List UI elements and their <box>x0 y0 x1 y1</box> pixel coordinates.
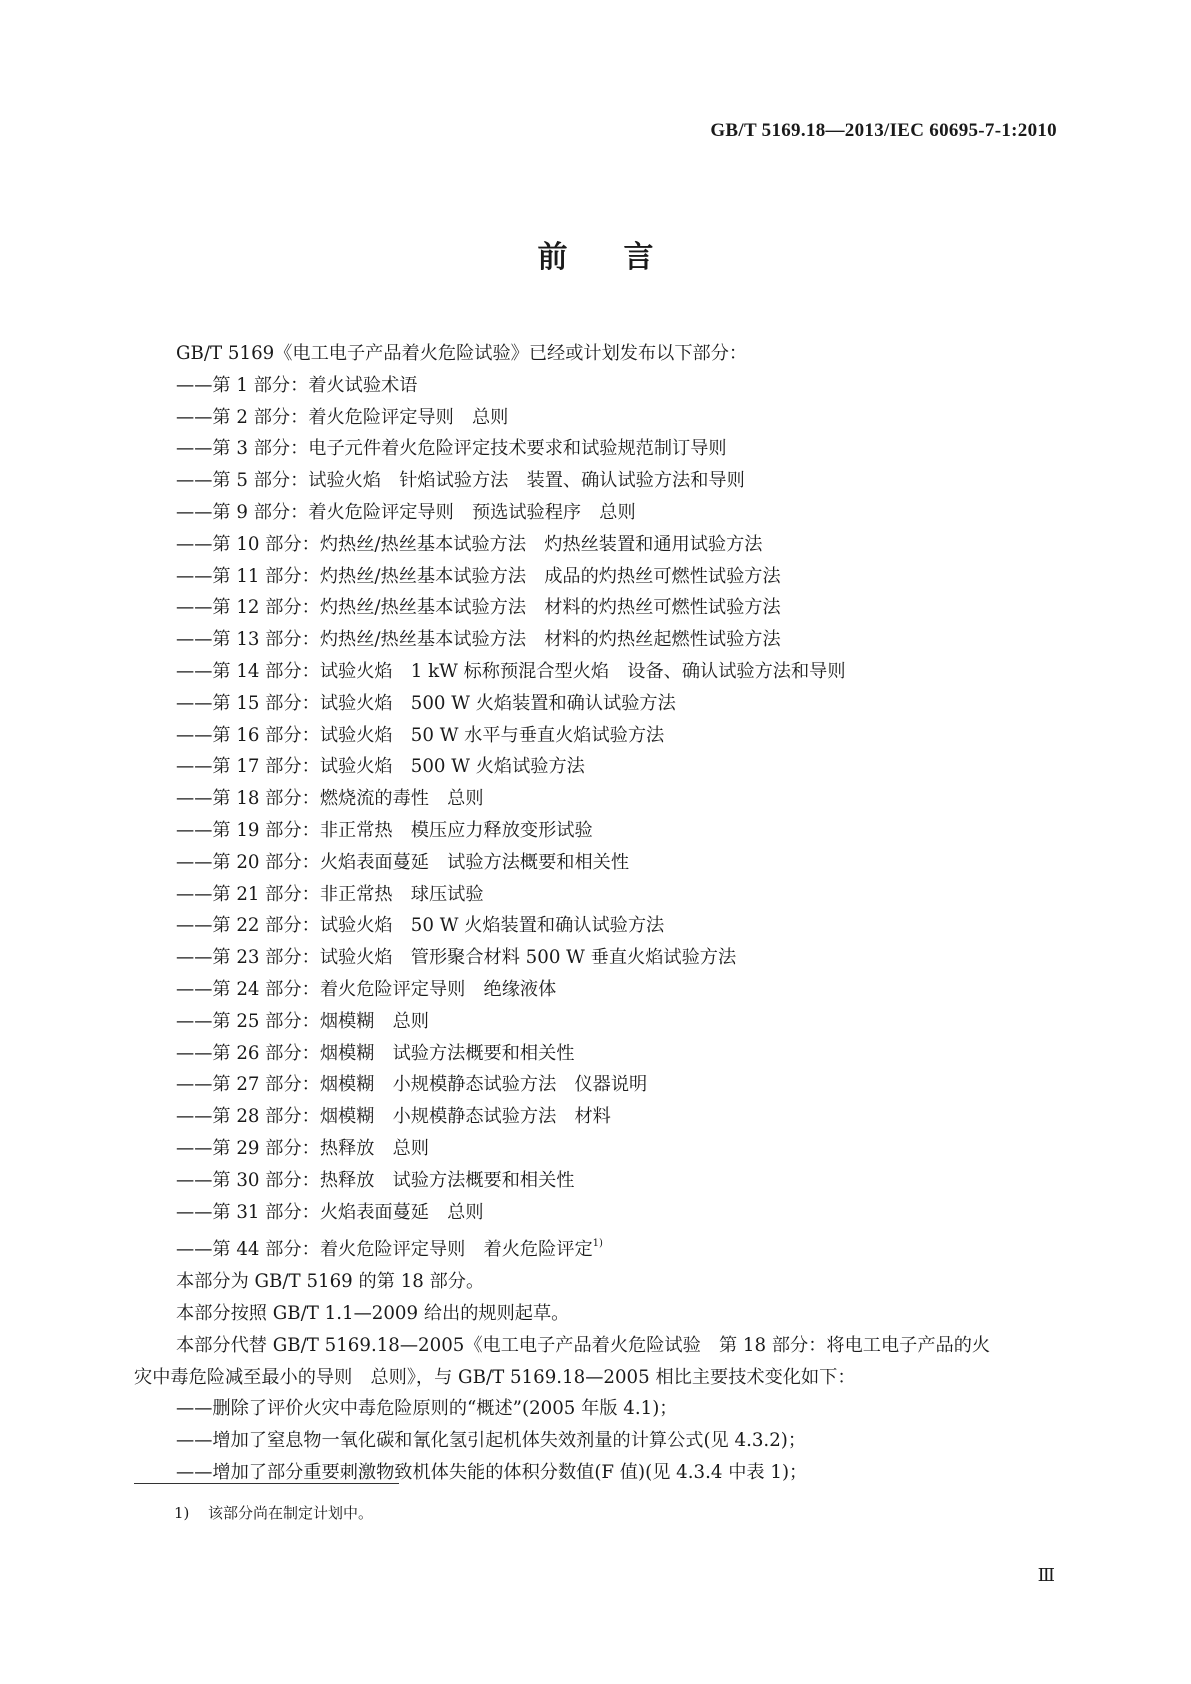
list-item: ——第 19 部分：非正常热 模压应力释放变形试验 <box>176 819 593 841</box>
list-item: ——第 2 部分：着火危险评定导则 总则 <box>176 406 509 428</box>
footnote-divider <box>134 1483 399 1484</box>
list-item: ——第 30 部分：热释放 试验方法概要和相关性 <box>176 1169 575 1191</box>
list-item-text: ——第 44 部分：着火危险评定导则 着火危险评定 <box>176 1239 593 1261</box>
list-item: ——第 11 部分：灼热丝/热丝基本试验方法 成品的灼热丝可燃性试验方法 <box>176 565 781 587</box>
list-item: ——第 22 部分：试验火焰 50 W 火焰装置和确认试验方法 <box>176 915 665 937</box>
change-item: ——增加了窒息物一氧化碳和氰化氢引起机体失效剂量的计算公式(见 4.3.2)； <box>176 1430 807 1452</box>
list-item: ——第 5 部分：试验火焰 针焰试验方法 装置、确认试验方法和导则 <box>176 470 745 492</box>
list-item: ——第 9 部分：着火危险评定导则 预选试验程序 总则 <box>176 501 636 523</box>
statement-paragraph: 本部分按照 GB/T 1.1—2009 给出的规则起草。 <box>176 1302 570 1324</box>
list-item: ——第 21 部分：非正常热 球压试验 <box>176 883 484 905</box>
footnote-reference[interactable]: 1) <box>592 1238 603 1250</box>
list-item: ——第 15 部分：试验火焰 500 W 火焰装置和确认试验方法 <box>176 692 676 714</box>
statement-paragraph: 本部分为 GB/T 5169 的第 18 部分。 <box>176 1271 485 1293</box>
change-item: ——增加了部分重要刺激物致机体失能的体积分数值(F 值)(见 4.3.4 中表 1)； <box>176 1461 808 1483</box>
list-item: ——第 14 部分：试验火焰 1 kW 标称预混合型火焰 设备、确认试验方法和导则 <box>176 660 846 682</box>
list-item: ——第 29 部分：热释放 总则 <box>176 1137 429 1159</box>
document-body <box>134 338 1060 1489</box>
list-item: ——第 10 部分：灼热丝/热丝基本试验方法 灼热丝装置和通用试验方法 <box>176 533 763 555</box>
list-item: ——第 13 部分：灼热丝/热丝基本试验方法 材料的灼热丝起燃性试验方法 <box>176 629 781 651</box>
footnote-number: 1) <box>174 1504 190 1522</box>
list-item: ——第 26 部分：烟模糊 试验方法概要和相关性 <box>176 1042 575 1064</box>
replace-paragraph-line-2: 灾中毒危险减至最小的导则 总则》，与 GB/T 5169.18—2005 相比主要技术变化如下： <box>134 1366 856 1388</box>
list-item: ——第 16 部分：试验火焰 50 W 水平与垂直火焰试验方法 <box>176 724 665 746</box>
list-item: ——第 12 部分：灼热丝/热丝基本试验方法 材料的灼热丝可燃性试验方法 <box>176 597 781 619</box>
list-item-part-44 <box>176 1228 1060 1266</box>
footnote <box>174 1502 373 1523</box>
replace-paragraph-line-1: 本部分代替 GB/T 5169.18—2005《电工电子产品着火危险试验 第 18 部分：将电工电子产品的火 <box>176 1334 991 1356</box>
page-number: Ⅲ <box>1037 1565 1055 1586</box>
intro-paragraph: GB/T 5169《电工电子产品着火危险试验》已经或计划发布以下部分： <box>176 343 748 364</box>
list-item: ——第 3 部分：电子元件着火危险评定技术要求和试验规范制订导则 <box>176 438 727 460</box>
list-item: ——第 31 部分：火焰表面蔓延 总则 <box>176 1201 484 1223</box>
list-item: ——第 24 部分：着火危险评定导则 绝缘液体 <box>176 978 557 1000</box>
list-item: ——第 25 部分：烟模糊 总则 <box>176 1010 429 1032</box>
list-item: ——第 27 部分：烟模糊 小规模静态试验方法 仪器说明 <box>176 1074 648 1096</box>
list-item: ——第 18 部分：燃烧流的毒性 总则 <box>176 788 484 810</box>
list-item: ——第 1 部分：着火试验术语 <box>176 374 418 396</box>
list-item: ——第 20 部分：火焰表面蔓延 试验方法概要和相关性 <box>176 851 630 873</box>
change-item: ——删除了评价火灾中毒危险原则的“概述”(2005 年版 4.1)； <box>176 1398 678 1420</box>
standard-code: GB/T 5169.18—2013/IEC 60695-7-1:2010 <box>710 120 1057 141</box>
footnote-text: 该部分尚在制定计划中。 <box>208 1504 374 1522</box>
page-title: 前言 <box>537 240 710 275</box>
list-item: ——第 23 部分：试验火焰 管形聚合材料 500 W 垂直火焰试验方法 <box>176 947 737 969</box>
list-item: ——第 17 部分：试验火焰 500 W 火焰试验方法 <box>176 756 585 778</box>
list-item: ——第 28 部分：烟模糊 小规模静态试验方法 材料 <box>176 1106 611 1128</box>
